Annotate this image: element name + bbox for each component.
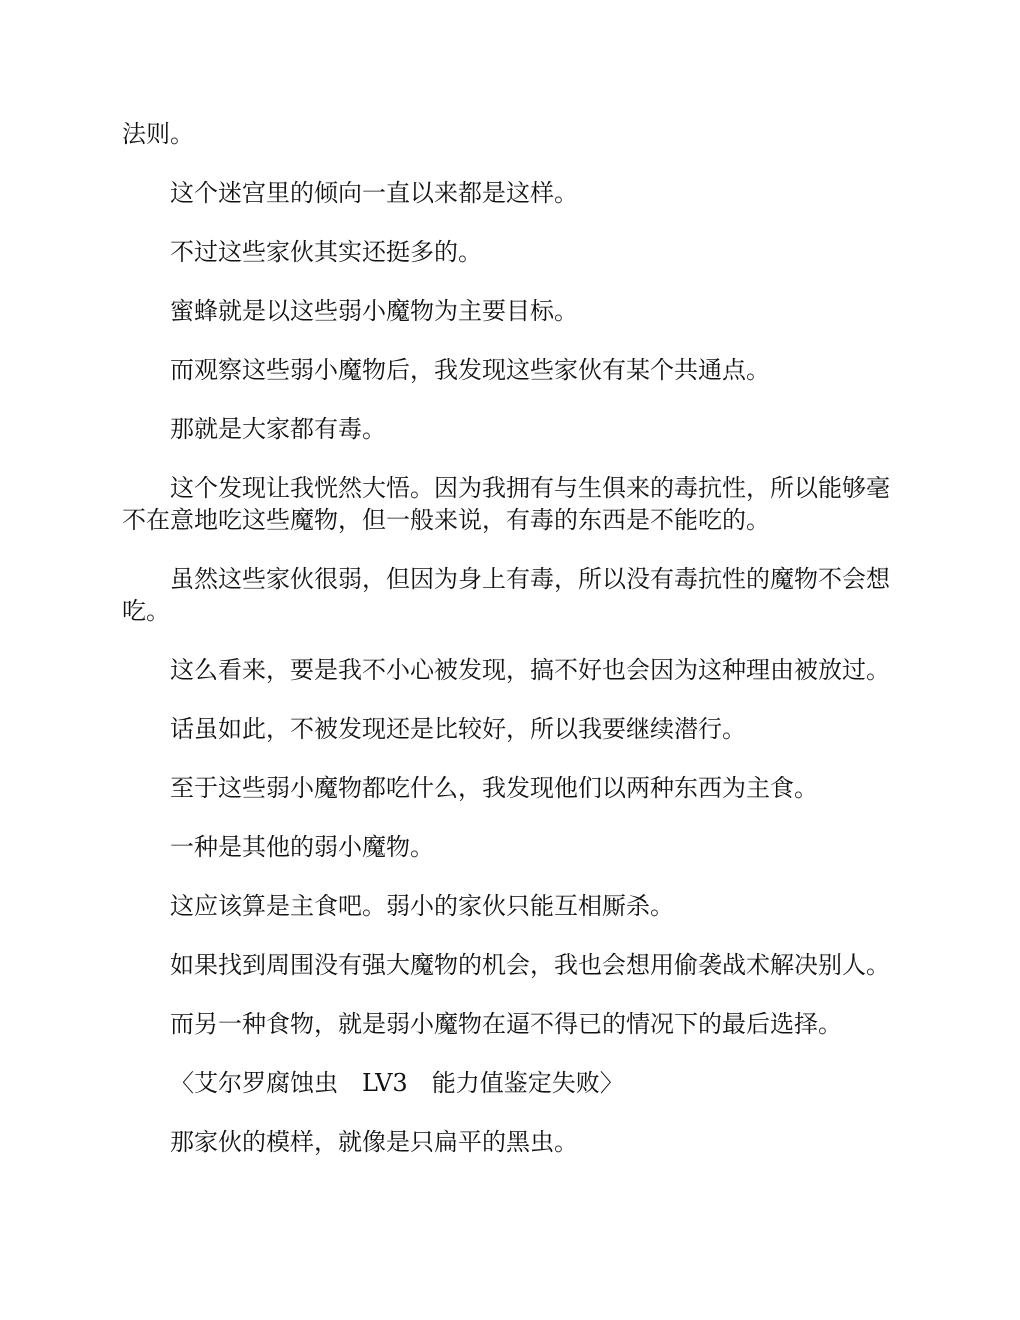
paragraph: 蜜蜂就是以这些弱小魔物为主要目标。: [170, 297, 578, 325]
paragraph: 虽然这些家伙很弱，但因为身上有毒，所以没有毒抗性的魔物不会想吃。: [122, 565, 890, 625]
paragraph: 那就是大家都有毒。: [170, 415, 386, 443]
paragraph: 如果找到周围没有强大魔物的机会，我也会想用偷袭战术解决别人。: [170, 951, 890, 979]
paragraph: 而另一种食物，就是弱小魔物在逼不得已的情况下的最后选择。: [170, 1010, 842, 1038]
paragraph: 这个发现让我恍然大悟。因为我拥有与生俱来的毒抗性，所以能够毫不在意地吃这些魔物，但一般来说，有毒的东西是不能吃的。: [122, 474, 890, 534]
paragraph: 这个迷宫里的倾向一直以来都是这样。: [170, 179, 578, 207]
paragraph: 不过这些家伙其实还挺多的。: [170, 238, 482, 266]
paragraph: 法则。: [122, 120, 194, 148]
paragraph: 话虽如此，不被发现还是比较好，所以我要继续潜行。: [170, 715, 746, 743]
status-line: 〈艾尔罗腐蚀虫 LV3 能力值鉴定失败〉: [170, 1069, 624, 1097]
paragraph: 而观察这些弱小魔物后，我发现这些家伙有某个共通点。: [170, 356, 770, 384]
paragraph: 一种是其他的弱小魔物。: [170, 833, 434, 861]
paragraph: 这么看来，要是我不小心被发现，搞不好也会因为这种理由被放过。: [170, 656, 890, 684]
paragraph: 至于这些弱小魔物都吃什么，我发现他们以两种东西为主食。: [170, 774, 818, 802]
paragraph: 那家伙的模样，就像是只扁平的黑虫。: [170, 1128, 578, 1156]
paragraph: 这应该算是主食吧。弱小的家伙只能互相厮杀。: [170, 892, 674, 920]
